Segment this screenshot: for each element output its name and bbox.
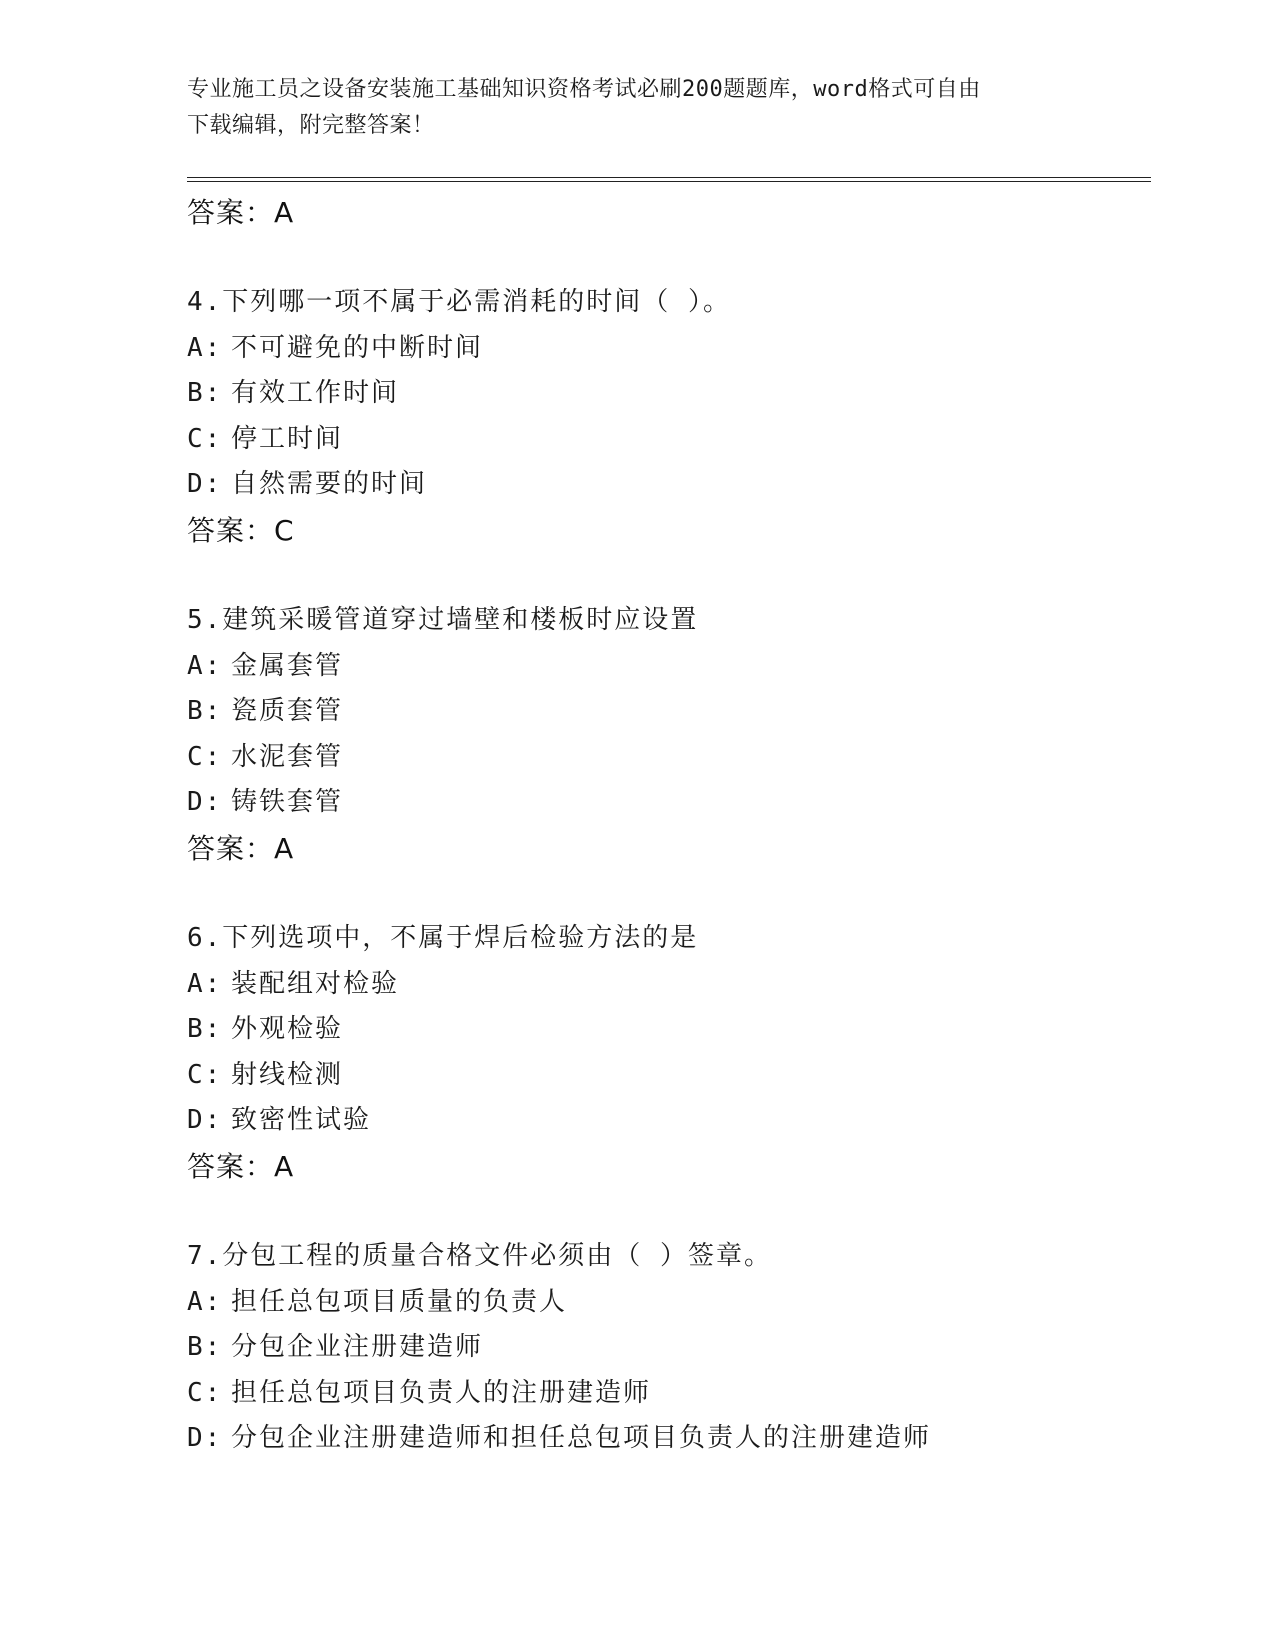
- option-key: D:: [187, 1105, 223, 1136]
- option-d: [187, 780, 1147, 826]
- option-b: [187, 1325, 1147, 1371]
- question-stem: 6.下列选项中，不属于焊后检验方法的是: [187, 922, 699, 953]
- option-text: 装配组对检验: [231, 968, 400, 999]
- header-divider: [187, 177, 1151, 182]
- answer-line: [187, 190, 1147, 236]
- option-a: [187, 1280, 1147, 1326]
- option-text: 射线检测: [231, 1059, 344, 1090]
- option-key: C:: [187, 1059, 223, 1090]
- document-header: [187, 72, 1087, 144]
- option-a: [187, 644, 1147, 690]
- answer-label: 答案：: [187, 513, 275, 547]
- option-key: B:: [187, 1014, 223, 1045]
- option-text: 金属套管: [231, 650, 344, 681]
- answer-label: 答案：: [187, 196, 275, 229]
- option-d: [187, 1098, 1147, 1144]
- option-c: [187, 735, 1147, 781]
- question-block: [187, 1234, 1147, 1462]
- option-text: 外观检验: [231, 1014, 344, 1045]
- option-b: [187, 371, 1147, 417]
- option-key: D:: [187, 1423, 223, 1454]
- option-text: 致密性试验: [231, 1105, 372, 1136]
- option-c: [187, 1053, 1147, 1099]
- option-text: 停工时间: [231, 423, 344, 454]
- answer-value: C: [274, 513, 295, 547]
- header-line-2: 下载编辑，附完整答案！: [187, 113, 435, 138]
- option-text: 瓷质套管: [231, 696, 344, 727]
- option-key: B:: [187, 378, 223, 409]
- option-text: 有效工作时间: [231, 378, 400, 409]
- option-key: C:: [187, 741, 223, 772]
- option-text: 分包企业注册建造师和担任总包项目负责人的注册建造师: [231, 1423, 932, 1454]
- option-d: [187, 462, 1147, 508]
- option-text: 担任总包项目负责人的注册建造师: [231, 1377, 652, 1408]
- option-a: [187, 962, 1147, 1008]
- option-text: 自然需要的时间: [231, 469, 428, 500]
- option-text: 水泥套管: [231, 741, 344, 772]
- answer-line: [187, 1144, 1147, 1190]
- option-key: C:: [187, 423, 223, 454]
- option-key: A:: [187, 968, 223, 999]
- answer-label: 答案：: [187, 1149, 275, 1183]
- option-a: [187, 326, 1147, 372]
- option-text: 不可避免的中断时间: [231, 332, 484, 363]
- header-line-1: 专业施工员之设备安装施工基础知识资格考试必刷200题题库，word格式可自由: [187, 77, 981, 102]
- option-text: 铸铁套管: [231, 787, 344, 818]
- answer-label: 答案：: [187, 831, 275, 865]
- answer-line: [187, 508, 1147, 554]
- question-stem: 5.建筑采暖管道穿过墙壁和楼板时应设置: [187, 604, 699, 635]
- option-b: [187, 1007, 1147, 1053]
- answer-line: [187, 826, 1147, 872]
- option-key: B:: [187, 1332, 223, 1363]
- option-text: 担任总包项目质量的负责人: [231, 1286, 568, 1317]
- option-b: [187, 689, 1147, 735]
- question-stem: 4.下列哪一项不属于必需消耗的时间（ ）。: [187, 287, 731, 317]
- question-list: [187, 190, 1147, 1462]
- option-key: A:: [187, 1286, 223, 1317]
- question-block: [187, 916, 1147, 1190]
- option-key: B:: [187, 696, 223, 727]
- option-c: [187, 417, 1147, 463]
- option-key: A:: [187, 650, 223, 681]
- option-key: D:: [187, 787, 223, 818]
- question-stem: 7.分包工程的质量合格文件必须由（ ）签章。: [187, 1240, 772, 1271]
- answer-value: A: [274, 1149, 295, 1183]
- question-block: [187, 598, 1147, 872]
- option-text: 分包企业注册建造师: [231, 1332, 484, 1363]
- option-key: D:: [187, 469, 223, 500]
- option-c: [187, 1371, 1147, 1417]
- option-key: A:: [187, 332, 223, 363]
- answer-value: A: [274, 196, 295, 229]
- option-d: [187, 1416, 1147, 1462]
- option-key: C:: [187, 1377, 223, 1408]
- question-block: [187, 280, 1147, 554]
- answer-value: A: [274, 831, 295, 865]
